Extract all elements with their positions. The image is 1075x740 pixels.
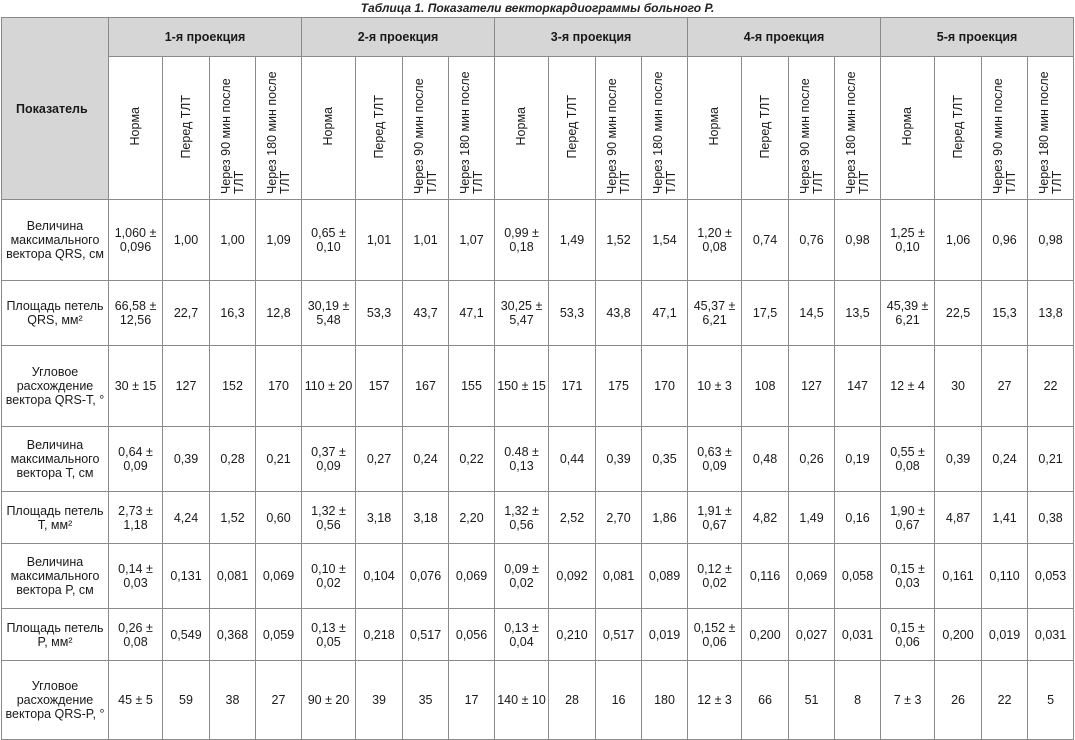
table-cell: 0,368 [210,609,256,661]
subcolumn-label: Через 180 мин после ТЛТ [1036,70,1064,194]
table-cell: 1,54 [642,200,688,281]
table-cell: 28 [549,661,596,740]
table-cell: 170 [642,346,688,427]
table-cell: 1,32 ± 0,56 [302,492,356,544]
table-cell: 0,031 [1028,609,1074,661]
table-cell: 0,058 [835,544,881,609]
subcolumn-header [835,57,881,200]
table-cell: 16 [596,661,642,740]
table-cell: 0,12 ± 0,02 [688,544,742,609]
table-cell: 0,056 [449,609,495,661]
subcolumn-header [495,57,549,200]
table-cell: 0,35 [642,427,688,492]
projection-header: 4-я проекция [688,18,881,57]
subcolumn-header [688,57,742,200]
row-label: Площадь петель T, мм² [2,492,109,544]
row-label: Угловое расхождение вектора QRS-T, ° [2,346,109,427]
subcolumn-header [356,57,403,200]
table-cell: 0,517 [403,609,449,661]
table-cell: 43,8 [596,281,642,346]
table-cell: 0,26 ± 0,08 [109,609,163,661]
table-cell: 47,1 [642,281,688,346]
table-cell: 1,06 [935,200,982,281]
table-cell: 150 ± 15 [495,346,549,427]
table-cell: 0,98 [835,200,881,281]
subcolumn-label: Норма [707,107,722,146]
table-cell: 0,64 ± 0,09 [109,427,163,492]
table-cell: 0,517 [596,609,642,661]
table-cell: 0,218 [356,609,403,661]
table-cell: 175 [596,346,642,427]
subcolumn-label: Норма [128,107,142,146]
table-cell: 53,3 [549,281,596,346]
table-cell: 152 [210,346,256,427]
table-cell: 108 [742,346,789,427]
table-cell: 0,09 ± 0,02 [495,544,549,609]
table-cell: 27 [982,346,1028,427]
table-cell: 180 [642,661,688,740]
table-cell: 0.48 ± 0,13 [495,427,549,492]
table-cell: 1,00 [210,200,256,281]
row-label: Величина максимального вектора T, см [2,427,109,492]
subcolumn-label: Через 90 мин после ТЛТ [411,77,439,194]
table-row [2,661,1074,740]
table-cell: 0,210 [549,609,596,661]
table-cell: 1,86 [642,492,688,544]
table-cell: 0,28 [210,427,256,492]
table-cell: 15,3 [982,281,1028,346]
table-cell: 0,110 [982,544,1028,609]
subcolumn-label: Перед ТЛТ [178,94,193,159]
table-cell: 0,48 [742,427,789,492]
table-cell: 45,37 ± 6,21 [688,281,742,346]
table-cell: 1,41 [982,492,1028,544]
table-cell: 26 [935,661,982,740]
table-cell: 0,15 ± 0,06 [881,609,935,661]
table-cell: 66 [742,661,789,740]
table-cell: 22,5 [935,281,982,346]
table-cell: 0,081 [210,544,256,609]
table-cell: 0,98 [1028,200,1074,281]
table-cell: 2,20 [449,492,495,544]
table-row [2,346,1074,427]
subcolumn-header [982,57,1028,200]
table-cell: 14,5 [789,281,835,346]
table-cell: 1,060 ± 0,096 [109,200,163,281]
table-cell: 0,089 [642,544,688,609]
table-cell: 0,21 [256,427,302,492]
table-cell: 127 [789,346,835,427]
table-cell: 0,10 ± 0,02 [302,544,356,609]
table-cell: 1,25 ± 0,10 [881,200,935,281]
table-cell: 0,37 ± 0,09 [302,427,356,492]
table-cell: 0,549 [163,609,210,661]
subcolumn-label: Норма [514,107,529,146]
table-cell: 30 [935,346,982,427]
subcolumn-label: Через 180 мин после ТЛТ [264,70,292,194]
table-cell: 0,13 ± 0,04 [495,609,549,661]
table-row [2,609,1074,661]
vkg-table [1,17,1074,740]
subcolumn-header-row [2,57,1074,200]
table-cell: 2,73 ± 1,18 [109,492,163,544]
table-cell: 13,5 [835,281,881,346]
table-cell: 0,081 [596,544,642,609]
subcolumn-header [449,57,495,200]
subcolumn-label: Через 90 мин после ТЛТ [218,77,246,194]
table-cell: 1,20 ± 0,08 [688,200,742,281]
table-cell: 3,18 [356,492,403,544]
table-cell: 43,7 [403,281,449,346]
subcolumn-header [789,57,835,200]
subcolumn-label: Перед ТЛТ [371,94,386,159]
row-label: Величина максимального вектора P, см [2,544,109,609]
subcolumn-label: Через 90 мин после ТЛТ [797,77,825,194]
table-cell: 0,092 [549,544,596,609]
table-cell: 45 ± 5 [109,661,163,740]
projection-header-row [2,18,1074,57]
subcolumn-label: Через 90 мин после ТЛТ [990,77,1018,194]
table-cell: 0,200 [742,609,789,661]
table-cell: 140 ± 10 [495,661,549,740]
table-cell: 147 [835,346,881,427]
table-cell: 0,26 [789,427,835,492]
projection-header: 1-я проекция [109,18,302,57]
table-cell: 0,059 [256,609,302,661]
table-cell: 0,15 ± 0,03 [881,544,935,609]
table-cell: 10 ± 3 [688,346,742,427]
table-cell: 0,38 [1028,492,1074,544]
table-cell: 0,44 [549,427,596,492]
row-label: Площадь петель P, мм² [2,609,109,661]
table-cell: 51 [789,661,835,740]
row-label: Площадь петель QRS, мм² [2,281,109,346]
subcolumn-header [163,57,210,200]
table-row [2,544,1074,609]
table-cell: 0,027 [789,609,835,661]
projection-header: 3-я проекция [495,18,688,57]
table-cell: 1,90 ± 0,67 [881,492,935,544]
table-cell: 0,019 [642,609,688,661]
table-cell: 110 ± 20 [302,346,356,427]
table-cell: 0,74 [742,200,789,281]
table-cell: 0,39 [596,427,642,492]
subcolumn-header [935,57,982,200]
table-cell: 0,22 [449,427,495,492]
table-caption: Таблица 1. Показатели векторкардиограммы больного Р. [360,1,715,15]
table-cell: 0,116 [742,544,789,609]
table-cell: 90 ± 20 [302,661,356,740]
projection-header: 5-я проекция [881,18,1074,57]
table-cell: 157 [356,346,403,427]
subcolumn-header [549,57,596,200]
table-cell: 17 [449,661,495,740]
table-cell: 0,053 [1028,544,1074,609]
table-cell: 3,18 [403,492,449,544]
table-cell: 0,161 [935,544,982,609]
table-cell: 1,01 [403,200,449,281]
table-cell: 0,152 ± 0,06 [688,609,742,661]
table-cell: 0,96 [982,200,1028,281]
subcolumn-label: Норма [321,107,336,146]
row-label: Угловое расхождение вектора QRS-P, ° [2,661,109,740]
table-cell: 1,52 [596,200,642,281]
subcolumn-label: Через 90 мин после ТЛТ [604,77,632,194]
subcolumn-header [596,57,642,200]
table-cell: 66,58 ± 12,56 [109,281,163,346]
table-row [2,281,1074,346]
table-row [2,200,1074,281]
table-cell: 16,3 [210,281,256,346]
table-cell: 155 [449,346,495,427]
table-cell: 2,52 [549,492,596,544]
table-cell: 0,019 [982,609,1028,661]
table-cell: 30,25 ± 5,47 [495,281,549,346]
table-cell: 0,39 [935,427,982,492]
subcolumn-header [881,57,935,200]
subcolumn-label: Норма [900,107,915,146]
subcolumn-header [642,57,688,200]
table-cell: 7 ± 3 [881,661,935,740]
table-cell: 0,60 [256,492,302,544]
table-cell: 167 [403,346,449,427]
table-row [2,492,1074,544]
table-cell: 1,52 [210,492,256,544]
subcolumn-label: Через 180 мин после ТЛТ [650,70,678,194]
table-cell: 0,069 [256,544,302,609]
table-cell: 0,21 [1028,427,1074,492]
table-cell: 22,7 [163,281,210,346]
table-cell: 39 [356,661,403,740]
table-cell: 0,16 [835,492,881,544]
table-cell: 2,70 [596,492,642,544]
table-cell: 0,200 [935,609,982,661]
table-cell: 0,19 [835,427,881,492]
table-cell: 0,14 ± 0,03 [109,544,163,609]
table-cell: 1,09 [256,200,302,281]
table-cell: 0,076 [403,544,449,609]
table-cell: 47,1 [449,281,495,346]
table-cell: 8 [835,661,881,740]
row-label: Величина максимального вектора QRS, см [2,200,109,281]
table-cell: 0,031 [835,609,881,661]
table-cell: 0,27 [356,427,403,492]
subcolumn-label: Через 180 мин после ТЛТ [843,70,871,194]
table-cell: 35 [403,661,449,740]
indicator-header: Показатель [2,18,109,200]
table-cell: 1,49 [789,492,835,544]
table-cell: 38 [210,661,256,740]
table-cell: 13,8 [1028,281,1074,346]
table-row [2,427,1074,492]
table-cell: 0,24 [982,427,1028,492]
table-cell: 0,76 [789,200,835,281]
table-cell: 12,8 [256,281,302,346]
table-cell: 4,24 [163,492,210,544]
table-cell: 0,24 [403,427,449,492]
table-cell: 0,63 ± 0,09 [688,427,742,492]
table-cell: 0,99 ± 0,18 [495,200,549,281]
table-cell: 22 [1028,346,1074,427]
subcolumn-header [256,57,302,200]
subcolumn-header [302,57,356,200]
table-cell: 171 [549,346,596,427]
table-cell: 0,13 ± 0,05 [302,609,356,661]
subcolumn-header [1028,57,1074,200]
table-cell: 12 ± 3 [688,661,742,740]
table-cell: 170 [256,346,302,427]
table-cell: 0,069 [449,544,495,609]
subcolumn-label: Перед ТЛТ [950,94,965,159]
table-cell: 1,00 [163,200,210,281]
table-cell: 22 [982,661,1028,740]
table-cell: 0,55 ± 0,08 [881,427,935,492]
table-cell: 1,49 [549,200,596,281]
table-cell: 127 [163,346,210,427]
subcolumn-header [109,57,163,200]
table-cell: 0,65 ± 0,10 [302,200,356,281]
table-cell: 27 [256,661,302,740]
table-cell: 1,91 ± 0,67 [688,492,742,544]
table-cell: 12 ± 4 [881,346,935,427]
table-cell: 0,131 [163,544,210,609]
table-cell: 0,104 [356,544,403,609]
subcolumn-header [210,57,256,200]
subcolumn-label: Перед ТЛТ [564,94,579,159]
table-cell: 1,01 [356,200,403,281]
table-cell: 30 ± 15 [109,346,163,427]
subcolumn-header [403,57,449,200]
subcolumn-label: Через 180 мин после ТЛТ [457,70,485,194]
table-cell: 5 [1028,661,1074,740]
table-cell: 59 [163,661,210,740]
table-cell: 1,32 ± 0,56 [495,492,549,544]
table-cell: 17,5 [742,281,789,346]
projection-header: 2-я проекция [302,18,495,57]
table-cell: 45,39 ± 6,21 [881,281,935,346]
table-cell: 1,07 [449,200,495,281]
table-cell: 53,3 [356,281,403,346]
table-cell: 30,19 ± 5,48 [302,281,356,346]
subcolumn-header [742,57,789,200]
table-cell: 0,069 [789,544,835,609]
table-cell: 0,39 [163,427,210,492]
table-cell: 4,82 [742,492,789,544]
subcolumn-label: Перед ТЛТ [757,94,772,159]
table-cell: 4,87 [935,492,982,544]
